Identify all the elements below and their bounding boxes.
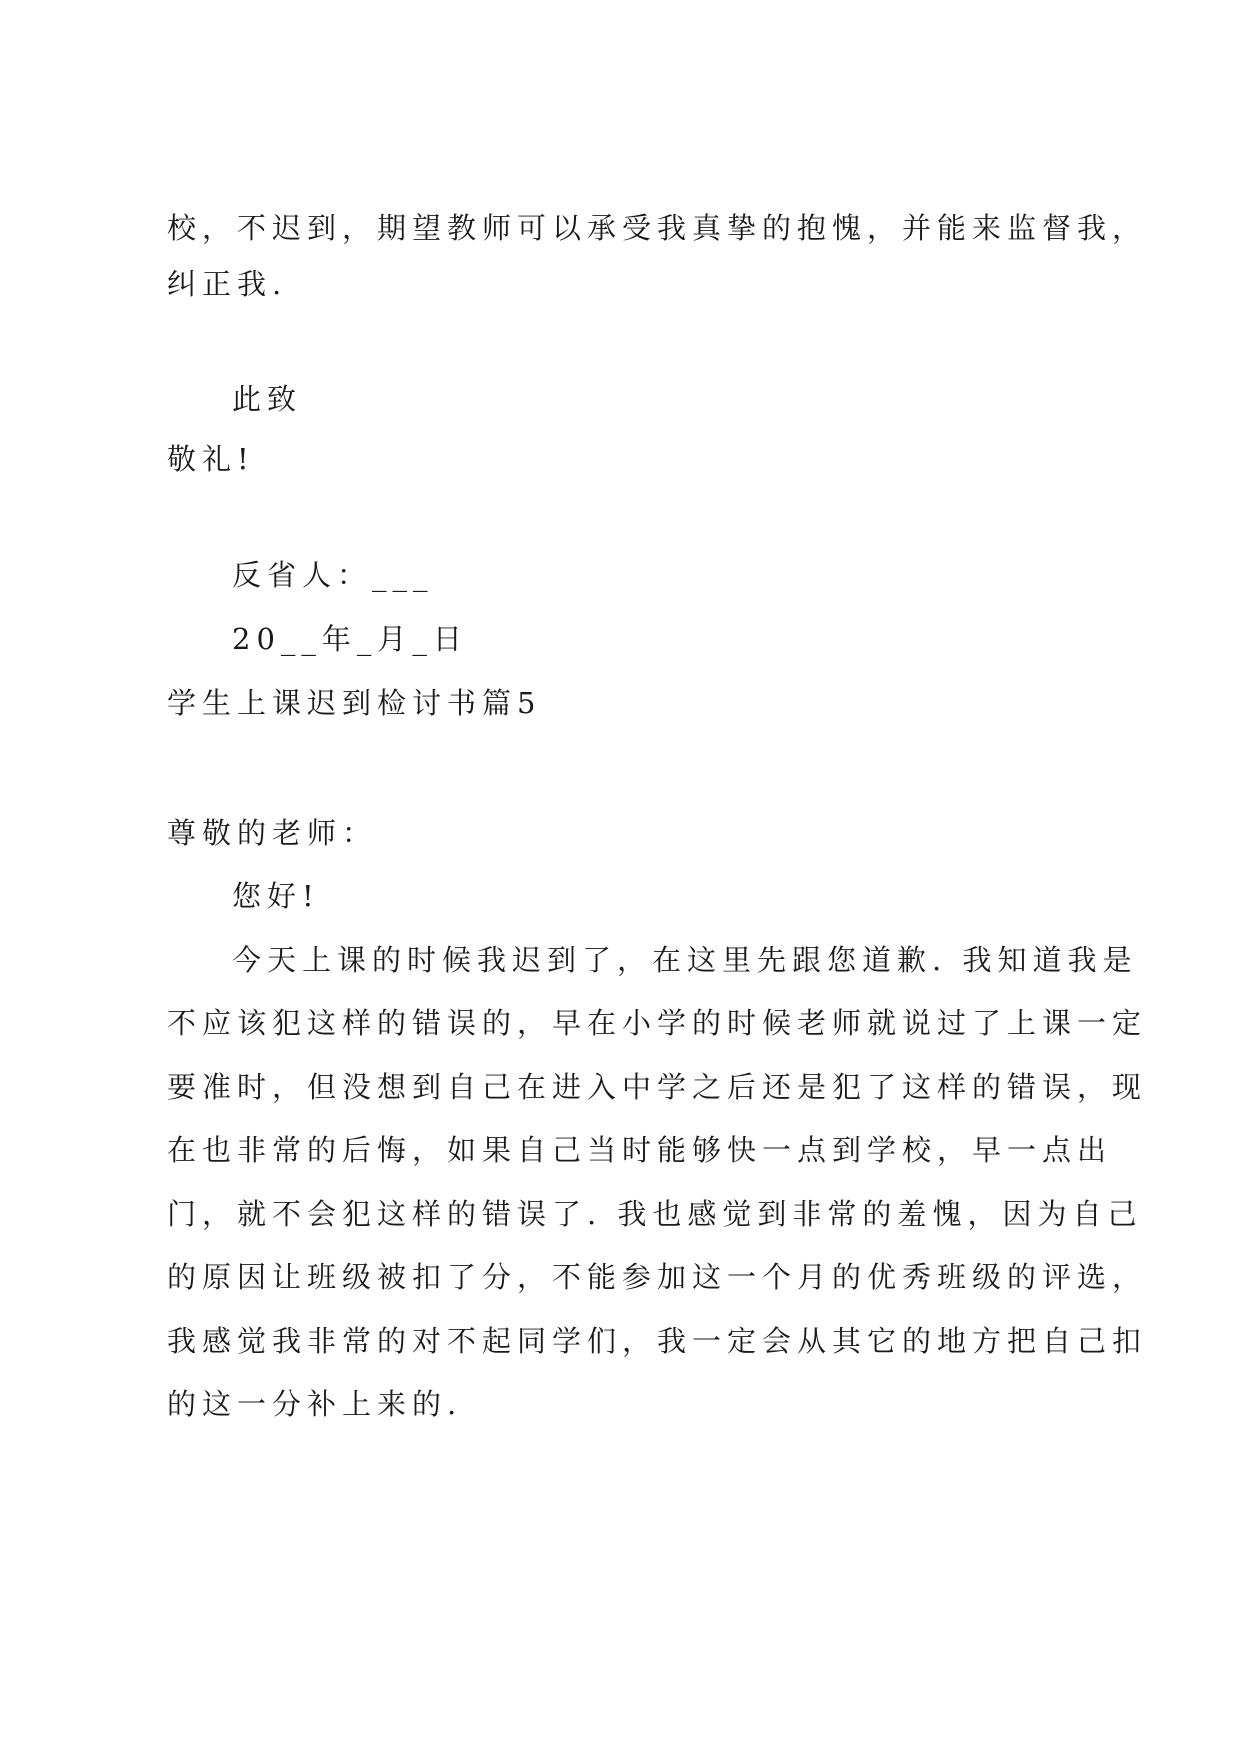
letter-body-line-6: 的原因让班级被扣了分，不能参加这一个月的优秀班级的评选， xyxy=(167,1260,1148,1294)
section-title: 学生上课迟到检讨书篇5 xyxy=(167,686,542,720)
letter-greeting: 您好! xyxy=(232,879,320,913)
letter-body-line-1: 今天上课的时候我迟到了，在这里先跟您道歉. 我知道我是 xyxy=(232,943,1138,977)
prev-letter-body-line-1: 校，不迟到，期望教师可以承受我真挚的抱愧，并能来监督我， xyxy=(167,211,1148,245)
letter-body-line-2: 不应该犯这样的错误的，早在小学的时候老师就说过了上课一定 xyxy=(167,1006,1148,1040)
date-line: 20__年_月_日 xyxy=(232,622,468,656)
closing-line-2: 敬礼! xyxy=(167,442,255,476)
closing-line-1: 此致 xyxy=(232,382,303,416)
signer-line: 反省人：___ xyxy=(232,558,434,592)
letter-salutation: 尊敬的老师： xyxy=(167,816,378,850)
letter-body-line-4: 在也非常的后悔，如果自己当时能够快一点到学校，早一点出 xyxy=(167,1133,1113,1167)
letter-body-line-8: 的这一分补上来的. xyxy=(167,1387,463,1421)
prev-letter-body-line-2: 纠正我. xyxy=(167,267,288,301)
letter-body-line-7: 我感觉我非常的对不起同学们，我一定会从其它的地方把自己扣 xyxy=(167,1324,1148,1358)
letter-body-line-3: 要准时，但没想到自己在进入中学之后还是犯了这样的错误，现 xyxy=(167,1070,1148,1104)
letter-body-line-5: 门，就不会犯这样的错误了. 我也感觉到非常的羞愧，因为自己 xyxy=(167,1197,1143,1231)
